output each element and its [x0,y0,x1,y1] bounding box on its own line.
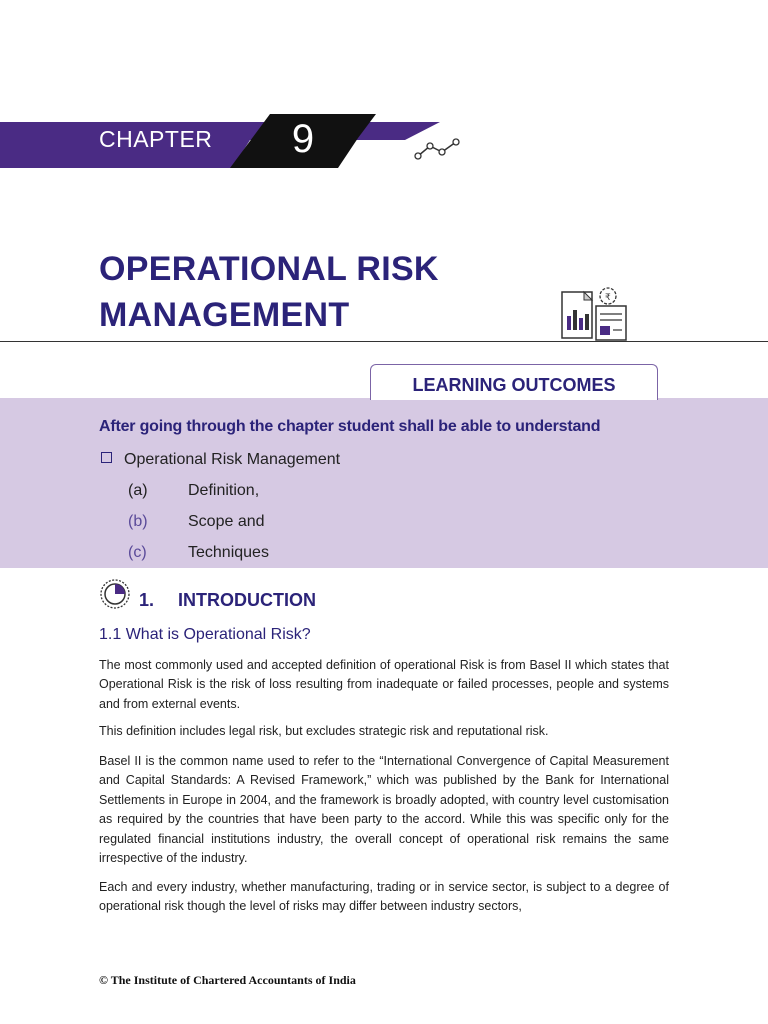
outcome-item [128,513,265,531]
section-number: 1. [139,590,155,610]
trend-line-icon [418,142,456,156]
chapter-label: CHAPTER [99,126,213,152]
paragraph: Each and every industry, whether manufacturing, trading or in service sector, is subject to a degree of operational risk though the level of risks may differ between industry sectors, [99,880,669,914]
outcome-item-label: (a) [128,482,148,499]
chapter-title [99,246,539,338]
financial-report-icon [558,284,634,344]
outcome-item-text: Scope and [188,513,265,530]
page-footer: © The Institute of Chartered Accountants of India [99,973,356,987]
outcome-bullet-text: Operational Risk Management [124,451,341,468]
paragraph: The most commonly used and accepted definition of operational Risk is from Basel II which states that Operational Risk is the risk of loss resulting from inadequate or failed processes, people and systems and from external events. [99,658,669,711]
outcome-bullet [101,451,340,469]
learning-outcomes-tab [370,364,658,400]
subsection-title: 1.1 What is Operational Risk? [99,626,311,643]
outcome-item-text: Definition, [188,482,260,499]
section-title: INTRODUCTION [178,590,316,610]
chapter-title-line1: OPERATIONAL RISK [99,250,439,288]
learning-outcomes-heading: LEARNING OUTCOMES [412,375,616,395]
outcome-item [128,544,269,562]
outcome-item-label: (b) [128,513,148,530]
paragraph: Basel II is the common name used to refer to the “International Convergence of Capital Measurement and Capital Standards: A Revised Framework,” which was published by the Bank for International Settlements in Europe in 2004, and the framework is broadly adopted, with country level customisation as required by the countries that have been party to the accord. While this was specific only for the regulated financial institutions industry, the overall concept of operational risk remains the same irrespective of the industry. [99,754,669,866]
outcomes-intro: After going through the chapter student shall be able to understand [99,418,601,435]
chapter-title-line2: MANAGEMENT [99,296,350,334]
title-divider [0,341,768,342]
svg-text:₹: ₹ [605,293,611,303]
chapter-banner [0,0,768,200]
learning-outcomes-box [0,398,768,568]
outcome-item-text: Techniques [188,544,269,561]
outcome-item-label: (c) [128,544,147,561]
checkbox-bullet-icon [101,452,112,463]
clock-icon [99,578,131,610]
chapter-number: 9 [291,117,315,161]
paragraph: This definition includes legal risk, but excludes strategic risk and reputational risk. [99,724,549,738]
outcome-item [128,482,259,500]
